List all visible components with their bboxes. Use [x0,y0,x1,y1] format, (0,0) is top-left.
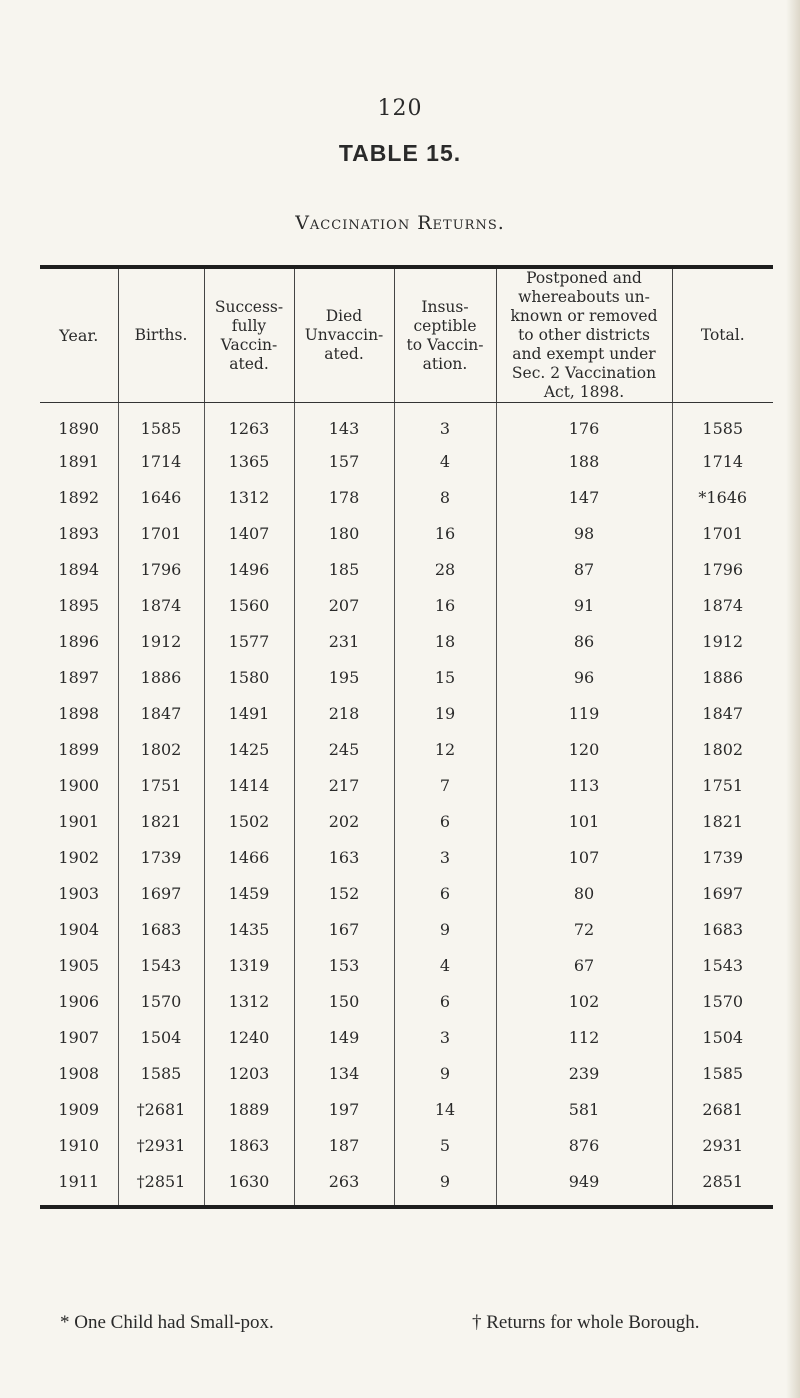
cell-year: 1891 [40,443,118,479]
cell-died: 157 [294,443,394,479]
cell-births: 1912 [118,623,204,659]
cell-vaccinated: 1580 [204,659,294,695]
cell-year: 1897 [40,659,118,695]
cell-insusceptible: 6 [394,875,496,911]
cell-died: 187 [294,1127,394,1163]
table-row [40,695,773,731]
table-row [40,1091,773,1127]
cell-year: 1908 [40,1055,118,1091]
cell-died: 150 [294,983,394,1019]
cell-births: 1874 [118,587,204,623]
cell-total: 1701 [702,523,744,543]
header-died-unvaccinated: Died Unvaccin- ated. [294,269,394,403]
cell-vaccinated: 1319 [204,947,294,983]
page-edge-shadow [786,0,800,1398]
cell-year: 1905 [40,947,118,983]
cell-year: 1899 [40,731,118,767]
cell-births: 1585 [118,1055,204,1091]
table-row [40,1019,773,1055]
table-row [40,839,773,875]
cell-year: 1911 [40,1163,118,1205]
vaccination-returns-table [40,269,773,1205]
cell-insusceptible: 15 [394,659,496,695]
cell-total: 1796 [702,559,744,579]
cell-insusceptible: 14 [394,1091,496,1127]
cell-year: 1907 [40,1019,118,1055]
cell-year: 1894 [40,551,118,587]
cell-insusceptible: 9 [394,1055,496,1091]
cell-births: 1751 [118,767,204,803]
cell-postponed: 120 [496,731,672,767]
cell-insusceptible: 3 [394,839,496,875]
table-row [40,587,773,623]
footnote-dagger: † Returns for whole Borough. [472,1312,700,1333]
cell-vaccinated: 1630 [204,1163,294,1205]
cell-vaccinated: 1312 [204,983,294,1019]
cell-postponed: 96 [496,659,672,695]
cell-births: †2681 [118,1091,204,1127]
cell-died: 217 [294,767,394,803]
cell-insusceptible: 16 [394,587,496,623]
table-row [40,479,773,515]
cell-died: 197 [294,1091,394,1127]
table-row [40,731,773,767]
cell-vaccinated: 1203 [204,1055,294,1091]
table-row [40,403,773,444]
table-title: TABLE 15. [338,140,462,166]
cell-births: 1585 [118,403,204,444]
cell-year: 1910 [40,1127,118,1163]
cell-vaccinated: 1466 [204,839,294,875]
cell-postponed: 72 [496,911,672,947]
table-row [40,983,773,1019]
cell-year: 1901 [40,803,118,839]
cell-postponed: 876 [496,1127,672,1163]
cell-died: 207 [294,587,394,623]
cell-died: 231 [294,623,394,659]
cell-insusceptible: 16 [394,515,496,551]
cell-vaccinated: 1425 [204,731,294,767]
vaccination-table-container [40,265,773,1209]
cell-died: 134 [294,1055,394,1091]
cell-year: 1892 [40,479,118,515]
cell-total: 1886 [702,667,744,687]
cell-total: 1504 [702,1027,744,1047]
cell-died: 180 [294,515,394,551]
cell-total: 2851 [702,1171,744,1191]
cell-births: 1847 [118,695,204,731]
table-row [40,767,773,803]
cell-total: 1739 [702,847,744,867]
cell-births: 1570 [118,983,204,1019]
cell-total: 1751 [702,775,744,795]
cell-insusceptible: 18 [394,623,496,659]
cell-total: 1847 [702,703,744,723]
cell-postponed: 101 [496,803,672,839]
table-row [40,1163,773,1205]
cell-died: 152 [294,875,394,911]
cell-insusceptible: 6 [394,803,496,839]
cell-insusceptible: 5 [394,1127,496,1163]
cell-total: 2931 [702,1135,744,1155]
cell-total: 1683 [702,919,744,939]
cell-total: 1585 [702,418,744,438]
cell-births: 1701 [118,515,204,551]
cell-year: 1896 [40,623,118,659]
cell-births: 1796 [118,551,204,587]
cell-vaccinated: 1407 [204,515,294,551]
cell-year: 1900 [40,767,118,803]
cell-total: 1874 [702,595,744,615]
cell-vaccinated: 1459 [204,875,294,911]
cell-births: 1543 [118,947,204,983]
cell-died: 185 [294,551,394,587]
cell-insusceptible: 12 [394,731,496,767]
cell-vaccinated: 1414 [204,767,294,803]
cell-insusceptible: 4 [394,947,496,983]
cell-year: 1890 [40,403,118,444]
cell-total: 1697 [702,883,744,903]
cell-vaccinated: 1312 [204,479,294,515]
cell-postponed: 119 [496,695,672,731]
header-total: Total. [672,269,773,403]
header-insusceptible: Insus- ceptible to Vaccin- ation. [394,269,496,403]
cell-insusceptible: 7 [394,767,496,803]
header-postponed: Postponed and whereabouts un- known or removed to other districts and exempt under Sec. 2 Vaccination Act, 1898. [496,269,672,403]
header-successfully-vaccinated: Success- fully Vaccin- ated. [204,269,294,403]
cell-postponed: 107 [496,839,672,875]
cell-insusceptible: 28 [394,551,496,587]
cell-postponed: 239 [496,1055,672,1091]
cell-died: 178 [294,479,394,515]
cell-died: 263 [294,1163,394,1205]
cell-postponed: 188 [496,443,672,479]
cell-year: 1906 [40,983,118,1019]
cell-insusceptible: 3 [394,1019,496,1055]
cell-vaccinated: 1491 [204,695,294,731]
cell-total: 1543 [702,955,744,975]
cell-total: *1646 [698,487,748,507]
cell-vaccinated: 1560 [204,587,294,623]
cell-died: 218 [294,695,394,731]
cell-births: †2931 [118,1127,204,1163]
cell-births: 1697 [118,875,204,911]
cell-died: 195 [294,659,394,695]
cell-postponed: 113 [496,767,672,803]
cell-postponed: 581 [496,1091,672,1127]
cell-total: 2681 [702,1099,744,1119]
cell-year: 1895 [40,587,118,623]
cell-total: 1802 [702,739,744,759]
cell-vaccinated: 1240 [204,1019,294,1055]
cell-died: 163 [294,839,394,875]
table-row [40,659,773,695]
cell-postponed: 86 [496,623,672,659]
table-row [40,623,773,659]
cell-vaccinated: 1577 [204,623,294,659]
cell-total: 1585 [702,1063,744,1083]
table-row [40,1055,773,1091]
cell-year: 1909 [40,1091,118,1127]
cell-postponed: 91 [496,587,672,623]
cell-births: 1886 [118,659,204,695]
cell-vaccinated: 1496 [204,551,294,587]
cell-died: 149 [294,1019,394,1055]
cell-postponed: 67 [496,947,672,983]
cell-insusceptible: 3 [394,403,496,444]
table-subtitle: Vaccination Returns. [295,212,505,234]
cell-died: 167 [294,911,394,947]
cell-total: 1912 [702,631,744,651]
cell-insusceptible: 19 [394,695,496,731]
cell-postponed: 87 [496,551,672,587]
cell-births: 1739 [118,839,204,875]
cell-died: 143 [294,403,394,444]
cell-insusceptible: 4 [394,443,496,479]
cell-births: 1683 [118,911,204,947]
table-row [40,1127,773,1163]
cell-year: 1904 [40,911,118,947]
table-row [40,443,773,479]
cell-died: 245 [294,731,394,767]
table-bottom-rule [40,1205,773,1209]
cell-vaccinated: 1863 [204,1127,294,1163]
table-row [40,803,773,839]
cell-vaccinated: 1263 [204,403,294,444]
cell-births: 1504 [118,1019,204,1055]
cell-total: 1714 [702,451,744,471]
cell-died: 153 [294,947,394,983]
cell-total: 1570 [702,991,744,1011]
cell-vaccinated: 1502 [204,803,294,839]
cell-vaccinated: 1435 [204,911,294,947]
cell-died: 202 [294,803,394,839]
table-row [40,875,773,911]
cell-postponed: 176 [496,403,672,444]
cell-year: 1893 [40,515,118,551]
table-header-row [40,269,773,403]
table-row [40,515,773,551]
cell-vaccinated: 1365 [204,443,294,479]
cell-vaccinated: 1889 [204,1091,294,1127]
cell-year: 1902 [40,839,118,875]
cell-insusceptible: 8 [394,479,496,515]
table-row [40,911,773,947]
cell-postponed: 102 [496,983,672,1019]
cell-births: †2851 [118,1163,204,1205]
cell-insusceptible: 9 [394,911,496,947]
cell-postponed: 80 [496,875,672,911]
table-row [40,551,773,587]
cell-total: 1821 [702,811,744,831]
footnote-star: * One Child had Small-pox. [60,1312,274,1333]
cell-insusceptible: 9 [394,1163,496,1205]
cell-postponed: 98 [496,515,672,551]
cell-births: 1714 [118,443,204,479]
header-births: Births. [118,269,204,403]
page-number: 120 [377,96,423,121]
cell-postponed: 949 [496,1163,672,1205]
cell-year: 1898 [40,695,118,731]
header-year: Year. [40,269,118,403]
table-row [40,947,773,983]
table-body [40,403,773,1206]
cell-births: 1802 [118,731,204,767]
cell-postponed: 147 [496,479,672,515]
cell-births: 1646 [118,479,204,515]
cell-postponed: 112 [496,1019,672,1055]
cell-year: 1903 [40,875,118,911]
cell-births: 1821 [118,803,204,839]
cell-insusceptible: 6 [394,983,496,1019]
